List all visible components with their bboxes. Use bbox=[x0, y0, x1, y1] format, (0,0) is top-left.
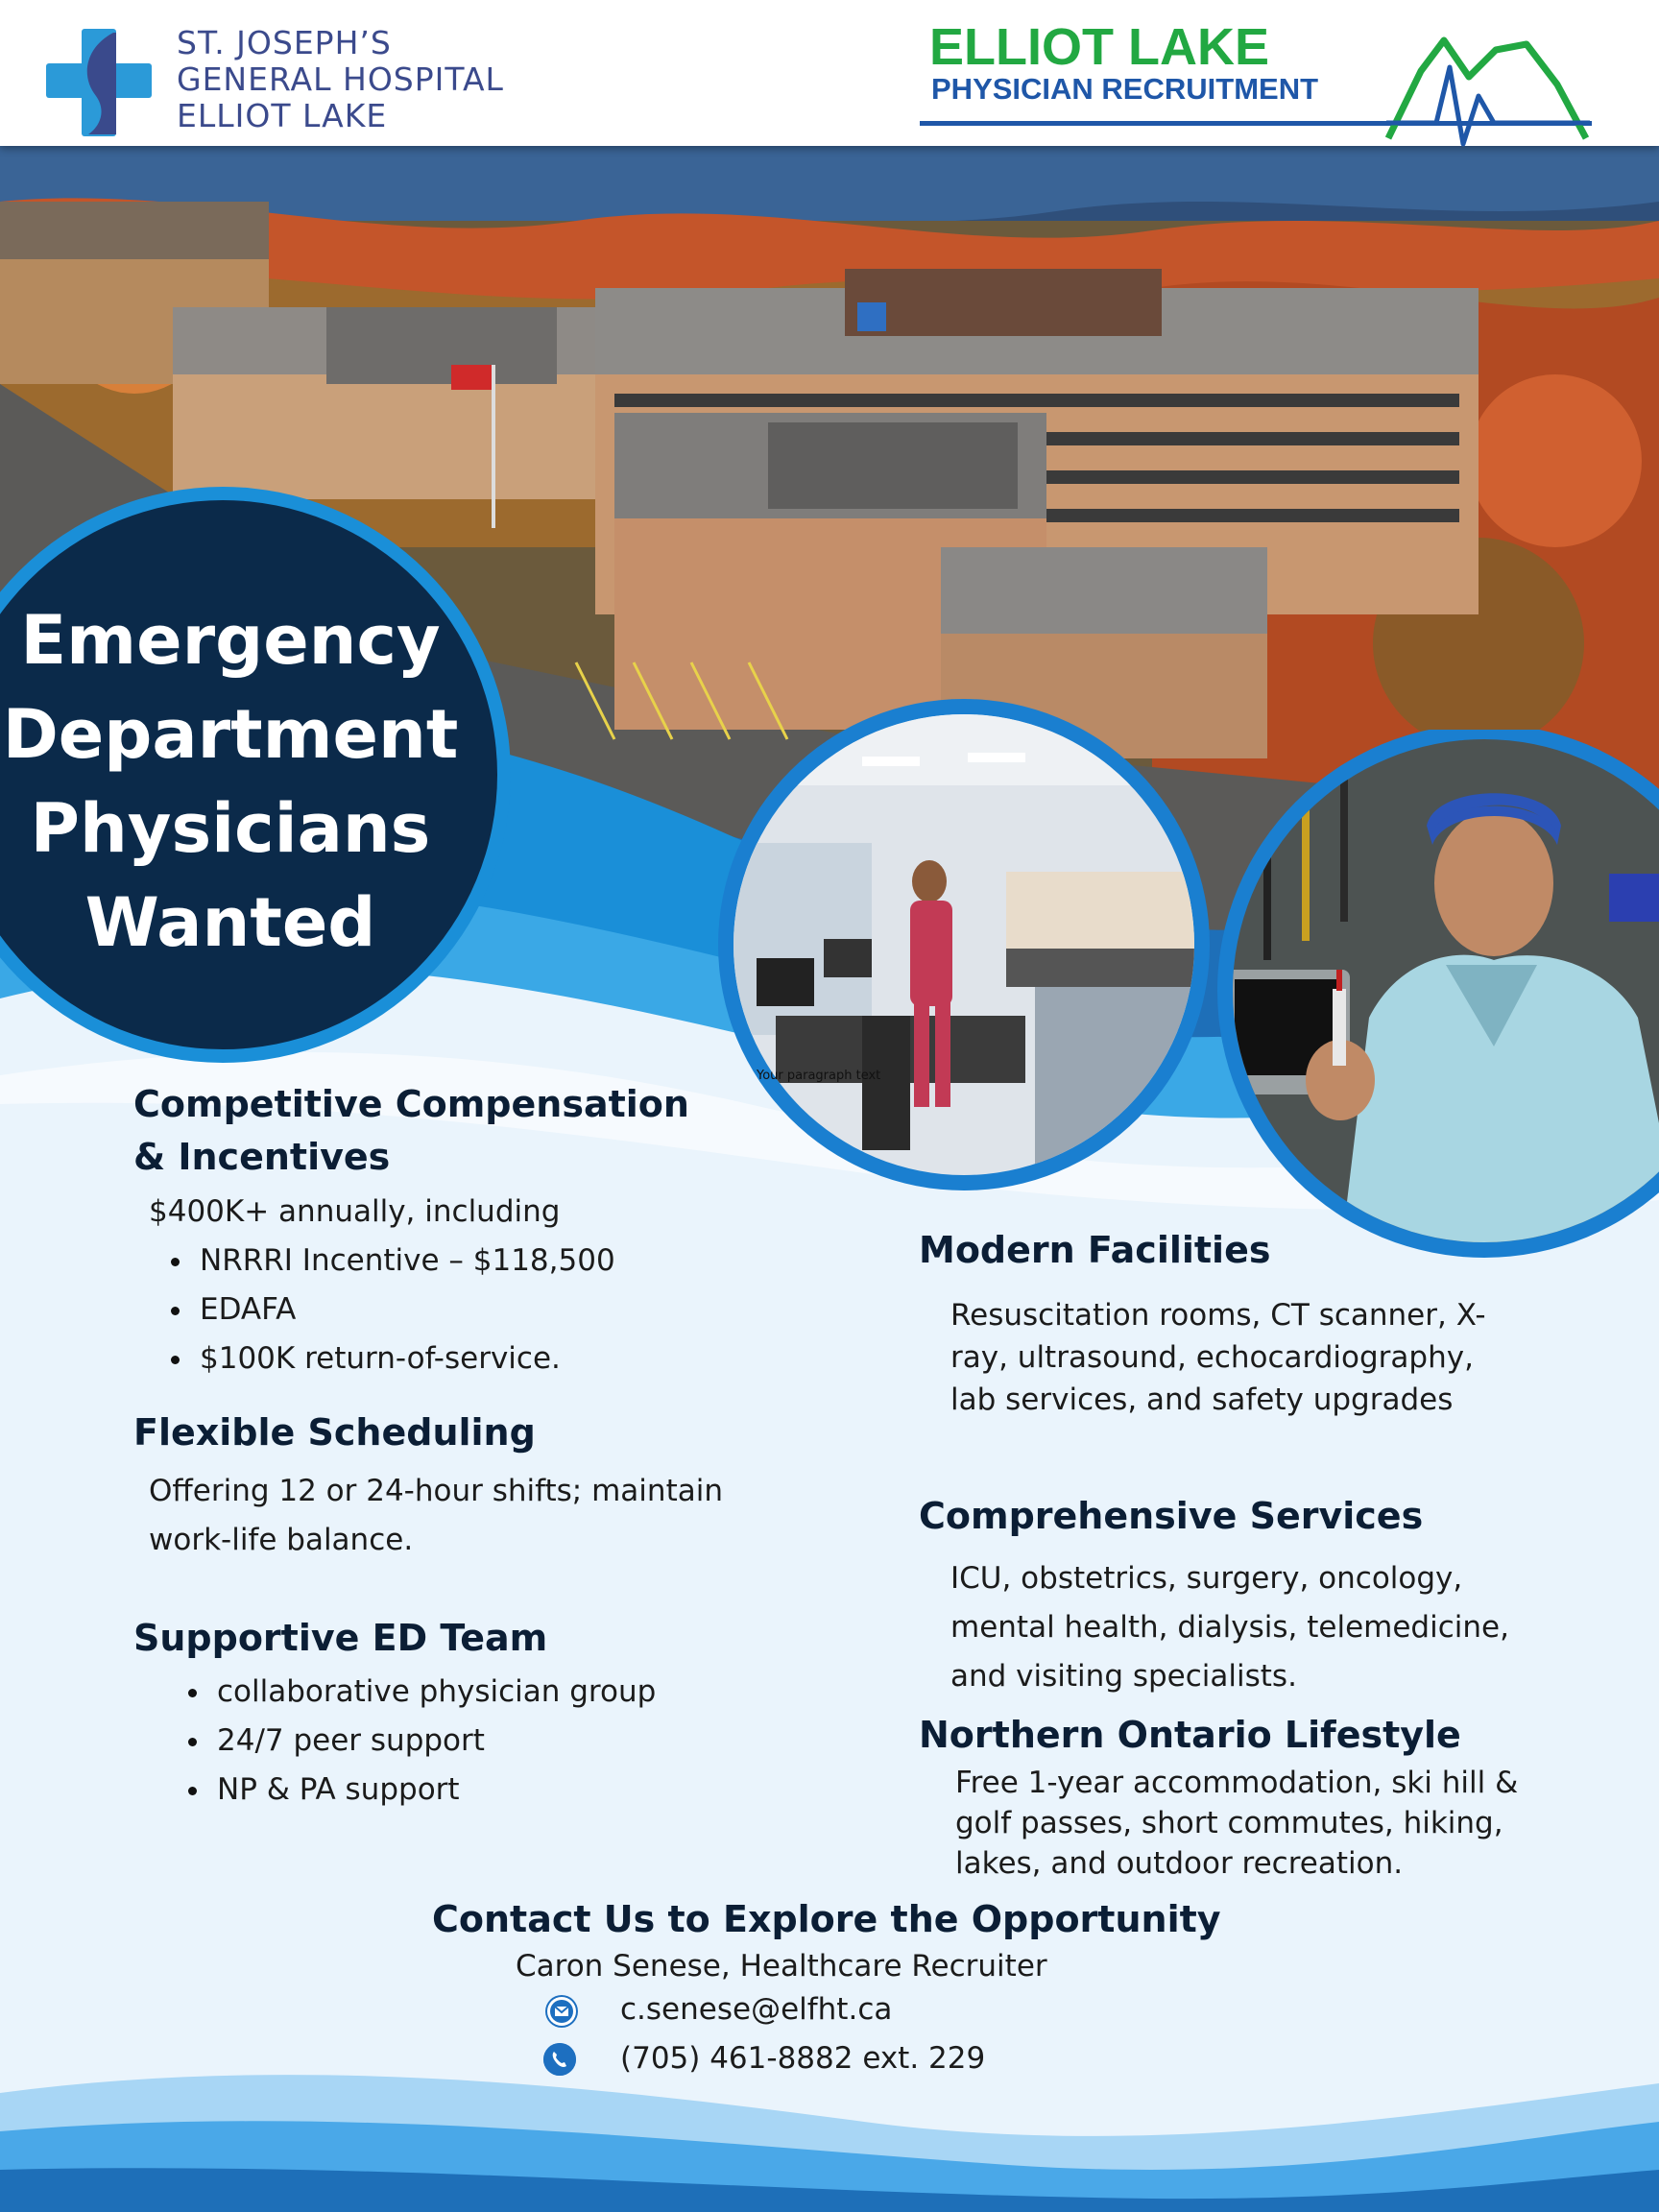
services-heading: Comprehensive Services bbox=[919, 1495, 1424, 1537]
list-item: EDAFA bbox=[163, 1286, 615, 1334]
mountain-heartbeat-icon bbox=[1382, 29, 1594, 148]
team-list bbox=[180, 1668, 656, 1815]
contact-name: Caron Senese, Healthcare Recruiter bbox=[516, 1949, 1047, 1984]
facilities-text-line-2: ray, ultrasound, echocardiography, bbox=[950, 1340, 1474, 1375]
contact-email[interactable]: c.senese@elfht.ca bbox=[620, 1992, 893, 2027]
header-bar bbox=[0, 0, 1659, 146]
hospital-name-line-1: ST. JOSEPH’S bbox=[177, 24, 392, 61]
facilities-text-line-1: Resuscitation rooms, CT scanner, X- bbox=[950, 1298, 1486, 1333]
facilities-heading: Modern Facilities bbox=[919, 1229, 1271, 1271]
services-text-line-2: mental health, dialysis, telemedicine, bbox=[950, 1610, 1509, 1645]
compensation-heading-line-2: & Incentives bbox=[133, 1136, 391, 1178]
scheduling-text-line-1: Offering 12 or 24-hour shifts; maintain bbox=[149, 1474, 723, 1508]
compensation-intro: $400K+ annually, including bbox=[149, 1194, 561, 1229]
hospital-cross-logo-icon bbox=[46, 29, 152, 136]
headline-line-1: Emergency bbox=[20, 601, 441, 680]
headline bbox=[0, 593, 461, 970]
services-text-line-3: and visiting specialists. bbox=[950, 1659, 1297, 1694]
list-item: 24/7 peer support bbox=[180, 1717, 656, 1766]
scheduling-heading: Flexible Scheduling bbox=[133, 1411, 536, 1454]
compensation-heading-line-1: Competitive Compensation bbox=[133, 1083, 689, 1125]
list-item: collaborative physician group bbox=[180, 1668, 656, 1717]
team-heading: Supportive ED Team bbox=[133, 1617, 548, 1659]
contact-phone[interactable]: (705) 461-8882 ext. 229 bbox=[620, 2041, 986, 2076]
lifestyle-text-line-3: lakes, and outdoor recreation. bbox=[955, 1846, 1404, 1881]
compensation-heading bbox=[133, 1078, 689, 1184]
physician-photo bbox=[1206, 730, 1659, 1258]
list-item: NRRRI Incentive – $118,500 bbox=[163, 1237, 615, 1286]
compensation-list bbox=[163, 1237, 615, 1383]
emergency-room-photo bbox=[718, 699, 1210, 1190]
recruitment-logo-title: ELLIOT LAKE bbox=[929, 18, 1269, 76]
phone-icon bbox=[543, 2043, 576, 2076]
list-item: NP & PA support bbox=[180, 1766, 656, 1815]
lifestyle-text-line-1: Free 1-year accommodation, ski hill & bbox=[955, 1766, 1519, 1800]
recruitment-logo-subtitle: PHYSICIAN RECRUITMENT bbox=[931, 72, 1319, 106]
lifestyle-text-line-2: golf passes, short commutes, hiking, bbox=[955, 1806, 1503, 1840]
photo-caption: Your paragraph text bbox=[757, 1069, 881, 1083]
headline-line-2: Department bbox=[2, 695, 459, 774]
facilities-text-line-3: lab services, and safety upgrades bbox=[950, 1382, 1454, 1417]
hospital-name-line-3: ELLIOT LAKE bbox=[177, 97, 388, 134]
contact-heading: Contact Us to Explore the Opportunity bbox=[432, 1898, 1221, 1940]
services-text-line-1: ICU, obstetrics, surgery, oncology, bbox=[950, 1561, 1463, 1596]
hospital-name-line-2: GENERAL HOSPITAL bbox=[177, 60, 504, 98]
hospital-name bbox=[177, 25, 504, 134]
headline-line-3: Physicians bbox=[30, 789, 431, 868]
lifestyle-heading: Northern Ontario Lifestyle bbox=[919, 1714, 1461, 1756]
headline-line-4: Wanted bbox=[84, 883, 376, 962]
scheduling-text-line-2: work-life balance. bbox=[149, 1523, 414, 1557]
email-icon bbox=[545, 1995, 578, 2028]
list-item: $100K return-of-service. bbox=[163, 1334, 615, 1383]
